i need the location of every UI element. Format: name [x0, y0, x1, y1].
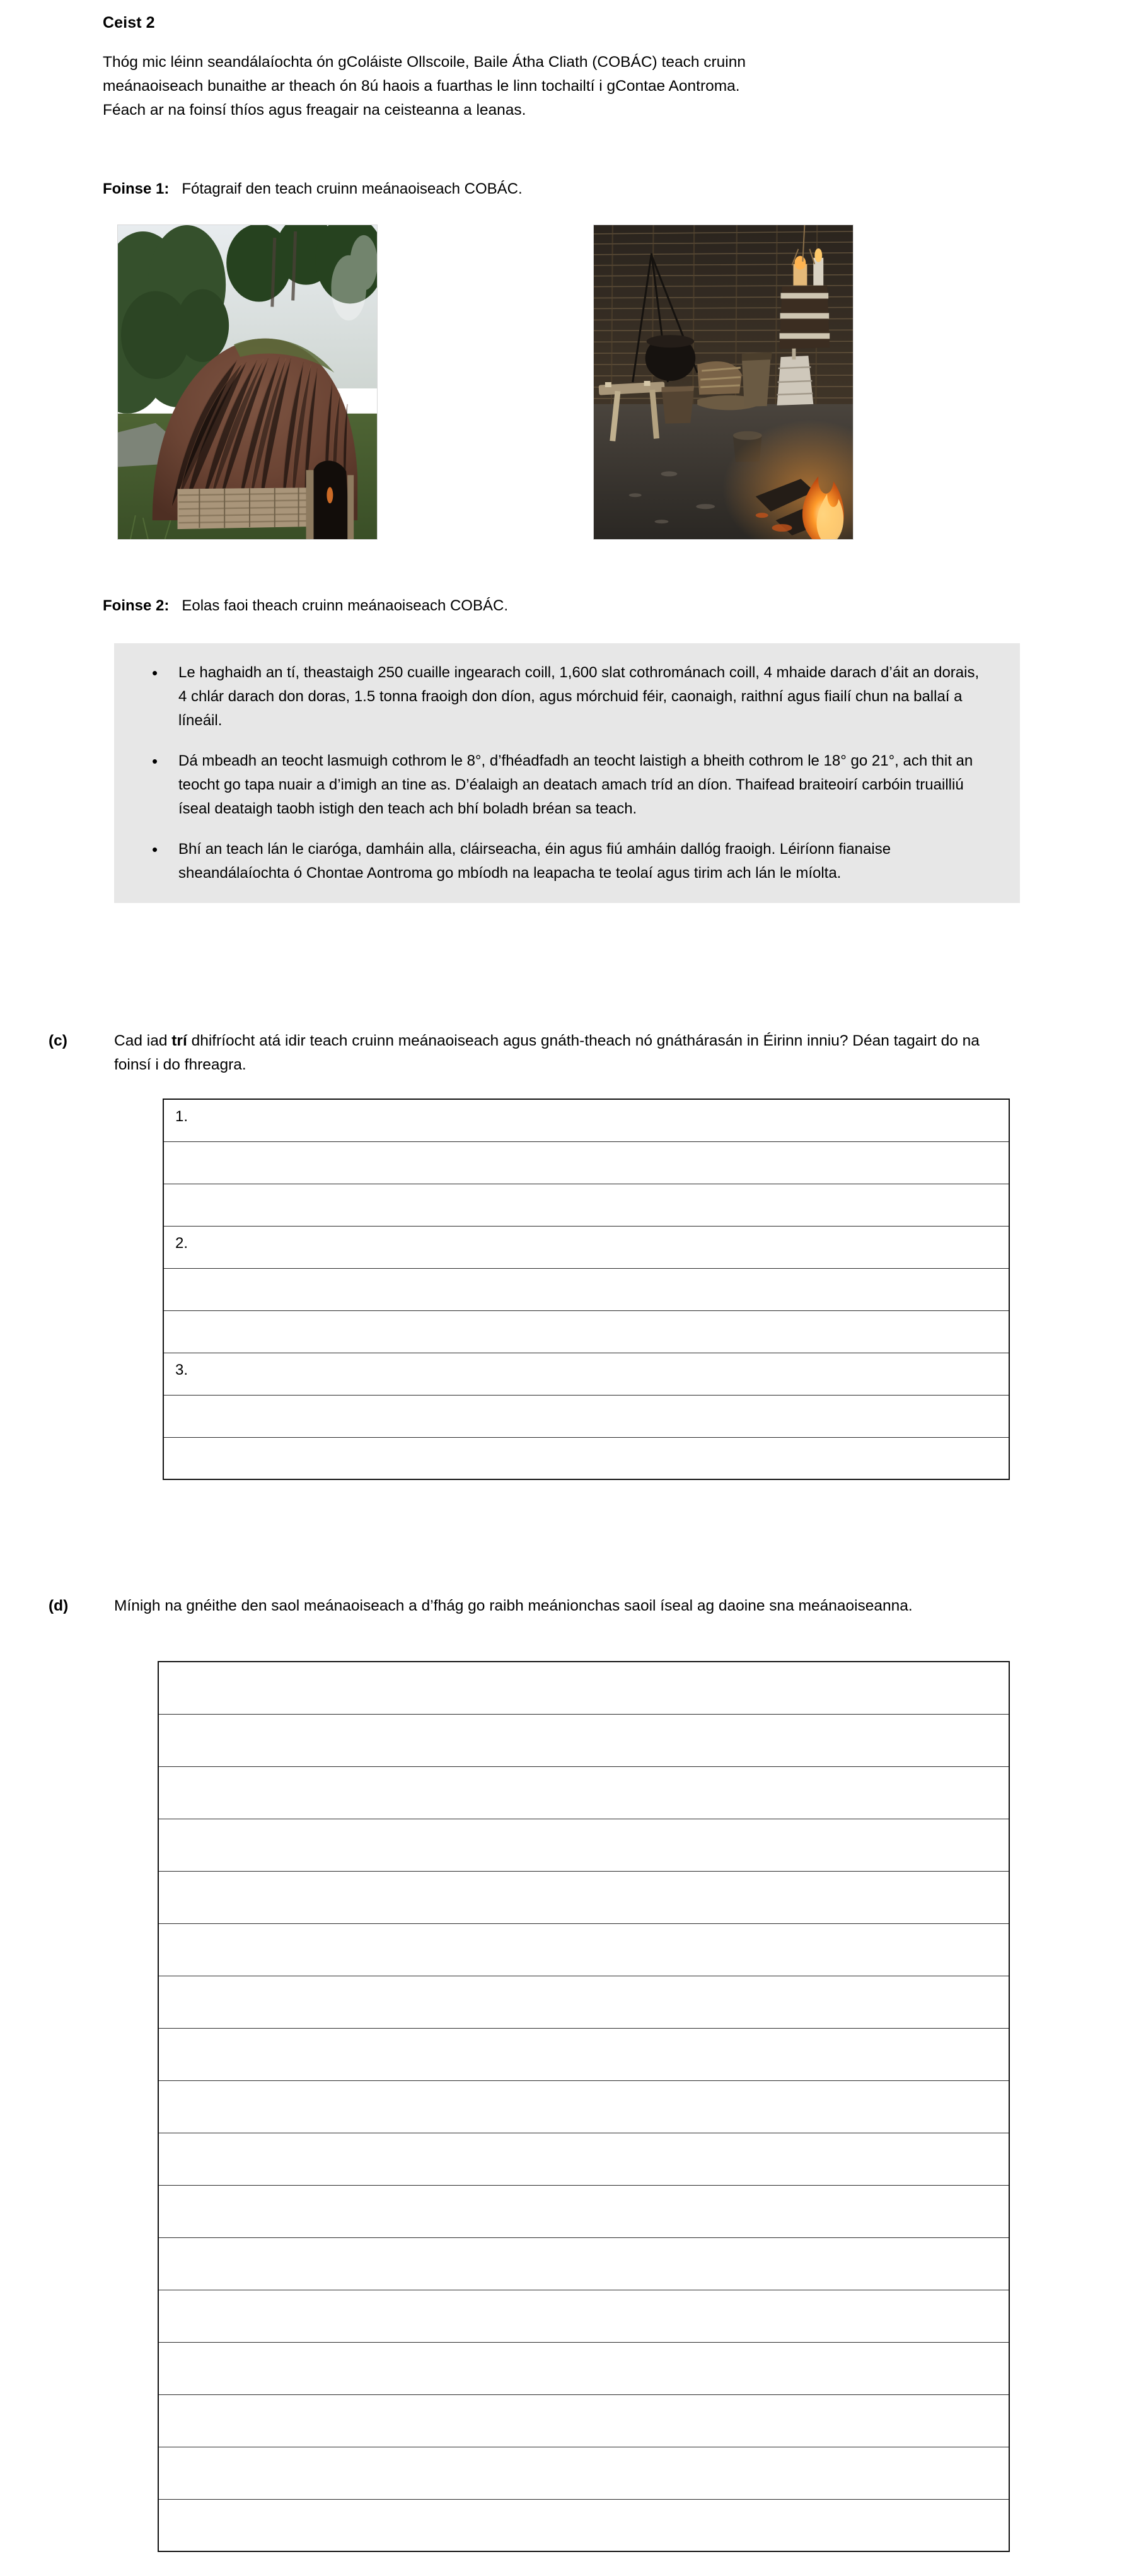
answer-cell[interactable] [158, 1662, 1009, 1714]
table-row[interactable] [158, 2342, 1009, 2394]
answer-cell[interactable] [158, 2028, 1009, 2080]
answer-cell[interactable] [163, 1353, 1009, 1395]
table-row[interactable] [158, 2133, 1009, 2185]
intro-line-3: Féach ar na foinsí thíos agus freagair na ceisteanna a leanas. [103, 102, 526, 119]
foinse-2-caption: Eolas faoi theach cruinn meánaoiseach COBÁC. [173, 597, 508, 614]
list-item-text: Dá mbeadh an teocht lasmuigh cothrom le 8°, d’fhéadfadh an teocht laistigh a bheith cothrom le 18° go 21°, ach thit an teocht go tapa nuair a d’imigh an tine as. D’éalaigh an deatach amach tríd an díon. Thaifead braiteoirí carbóin truailliú íseal deataigh taobh istigh den teach ach bhí boladh bréan sa teach. [178, 752, 973, 817]
table-row[interactable] [163, 1099, 1009, 1141]
answer-cell[interactable] [158, 2499, 1009, 2551]
answer-cell[interactable] [163, 1395, 1009, 1437]
table-row[interactable] [158, 2028, 1009, 2080]
answer-cell[interactable] [163, 1184, 1009, 1226]
foinse-1-label-text: Foinse 1: [103, 180, 170, 197]
answer-cell[interactable] [163, 1268, 1009, 1310]
answer-cell[interactable] [158, 2447, 1009, 2499]
question-c-emphasis: trí [171, 1032, 187, 1049]
table-row[interactable] [163, 1310, 1009, 1353]
answer-table-c[interactable] [163, 1099, 1010, 1480]
roundhouse-interior-photo [593, 224, 854, 540]
table-row[interactable] [163, 1395, 1009, 1437]
question-d-text: Mínigh na gnéithe den saol meánaoiseach a d’fhág go raibh meánionchas saoil íseal ag daoine sna meánaoiseanna. [114, 1597, 913, 1614]
answer-cell[interactable] [158, 1923, 1009, 1976]
table-row[interactable] [163, 1184, 1009, 1226]
question-c-text-part-1: Cad iad [114, 1032, 172, 1049]
answer-cell[interactable] [158, 1766, 1009, 1819]
question-c-label: (c) [49, 1032, 67, 1049]
table-row[interactable] [158, 2394, 1009, 2447]
answer-cell[interactable] [158, 1819, 1009, 1871]
foinse-1-caption: Fótagraif den teach cruinn meánaoiseach COBÁC. [173, 180, 523, 197]
table-row[interactable] [158, 1714, 1009, 1766]
answer-cell[interactable] [158, 2394, 1009, 2447]
answer-cell[interactable] [158, 2133, 1009, 2185]
answer-cell[interactable] [158, 2185, 1009, 2237]
answer-cell[interactable] [163, 1310, 1009, 1353]
table-row[interactable] [158, 1871, 1009, 1923]
row-number: 1. [175, 1108, 188, 1125]
table-row[interactable] [158, 1662, 1009, 1714]
row-number: 2. [175, 1234, 188, 1252]
intro-line-1: Thóg mic léinn seandálaíochta ón gColáiste Ollscoile, Baile Átha Cliath (COBÁC) teach cruinn [103, 54, 746, 71]
table-row[interactable] [163, 1226, 1009, 1268]
foinse-2-label [103, 595, 508, 617]
bullet-icon: • [152, 663, 158, 682]
question-c-text-part-2: dhifríocht atá idir teach cruinn meánaoiseach agus gnáth-theach nó gnáthárasán in Éirinn inniu? Déan tagairt do na foinsí i do fhreagra. [114, 1032, 980, 1073]
table-row[interactable] [163, 1353, 1009, 1395]
bullet-icon: • [152, 752, 158, 771]
question-d [49, 1594, 1013, 1618]
table-row[interactable] [163, 1141, 1009, 1184]
table-row[interactable] [158, 2185, 1009, 2237]
table-row[interactable] [158, 2447, 1009, 2499]
bullet-icon: • [152, 840, 158, 859]
list-item-text: Le haghaidh an tí, theastaigh 250 cuaille ingearach coill, 1,600 slat cothrománach coill, 4 mhaide darach d’áit an dorais, 4 chlár darach don doras, 1.5 tonna fraoigh don díon, agus mórchuid féir, caonaigh, raithní agus fiailí chun na ballaí a líneáil. [178, 664, 980, 729]
table-row[interactable] [158, 2499, 1009, 2551]
answer-cell[interactable] [158, 1714, 1009, 1766]
table-row[interactable] [158, 1766, 1009, 1819]
table-row[interactable] [158, 2290, 1009, 2342]
row-number: 3. [175, 1361, 188, 1378]
answer-cell[interactable] [158, 1976, 1009, 2028]
question-c [49, 1029, 1013, 1077]
list-item-text: Bhí an teach lán le ciaróga, damháin alla, cláirseacha, éin agus fiú amháin dallóg fraoigh. Léiríonn fianaise sheandálaíochta ó Chontae Aontroma go mbíodh na leapacha te teolaí agus tirim ach lán le míolta. [178, 841, 891, 882]
foinse-2-label-text: Foinse 2: [103, 597, 170, 614]
question-d-label: (d) [49, 1597, 69, 1614]
roundhouse-exterior-photo [117, 224, 378, 540]
answer-cell[interactable] [158, 2342, 1009, 2394]
table-row[interactable] [158, 1923, 1009, 1976]
list-item [148, 749, 987, 821]
table-row[interactable] [163, 1268, 1009, 1310]
answer-cell[interactable] [158, 2237, 1009, 2290]
answer-cell[interactable] [163, 1099, 1009, 1141]
answer-cell[interactable] [158, 2290, 1009, 2342]
foinse-2-info-box [114, 643, 1020, 903]
answer-table-d[interactable] [158, 1661, 1010, 2552]
answer-cell[interactable] [163, 1226, 1009, 1268]
table-row[interactable] [158, 1819, 1009, 1871]
answer-cell[interactable] [163, 1141, 1009, 1184]
answer-cell[interactable] [158, 2080, 1009, 2133]
foinse-1-label [103, 178, 523, 200]
table-row[interactable] [163, 1437, 1009, 1479]
table-row[interactable] [158, 2080, 1009, 2133]
intro-paragraph [103, 50, 985, 122]
list-item [148, 837, 987, 885]
question-c-text [114, 1029, 1013, 1077]
table-row[interactable] [158, 1976, 1009, 2028]
intro-line-2: meánaoiseach bunaithe ar theach ón 8ú haois a fuarthas le linn tochailtí i gContae Aontroma. [103, 78, 740, 95]
list-item [148, 661, 987, 733]
answer-cell[interactable] [158, 1871, 1009, 1923]
answer-cell[interactable] [163, 1437, 1009, 1479]
table-row[interactable] [158, 2237, 1009, 2290]
page-title: Ceist 2 [103, 14, 155, 32]
foinse-2-bullet-list [148, 661, 987, 885]
